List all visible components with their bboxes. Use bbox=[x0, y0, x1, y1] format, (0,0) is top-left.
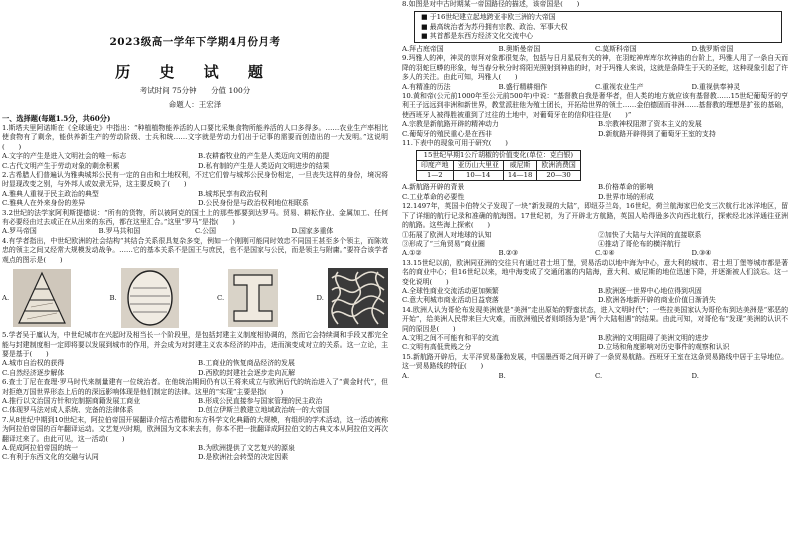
question-stem: 14.欧洲人认为哥伦布发现美洲就是“美洲”走出原始的野蛮状态，进入文明时代”；一些拉美国家认为哥伦布到达美洲是“邪恶的开始”，给美洲人民带来巨大灾难，而欧洲殖民者则颂扬为是“两个大陆相遇”的结果。由此可知，对哥伦布“发现”美洲的认识不同的原因是( ) bbox=[402, 305, 788, 333]
question-stem: 12.1497年，英国卡伯特父子发现了一块“新发现的大陆”，即纽芬兰岛，16世纪，荷兰航海家巴伦支三次航行北冰洋地区，留下了详细的航行记录和准确的航海图。17世纪初，为了开辟北方航路，英国人哈得逊多次向西北航行，探索经北冰洋通往亚洲的航路。这些海上探索( ) bbox=[402, 202, 788, 230]
table-header: 15世纪早期1公斤胡椒的价值变化(单位：克白银) bbox=[417, 151, 581, 161]
question-options bbox=[402, 45, 788, 54]
question-stem: 15.新航路开辟后，太平洋贸易蓬勃发展，中国墨西哥之间开辟了一条贸易航路。西班牙王室在这条贸易路线中居于主导地位。这一贸易路线的特征( ) bbox=[402, 352, 788, 371]
question-stem: 2.古希腊人们普遍认为雅典城邦公民有一定的自由和土地权利，不过它们曾与城邦公民身份相定，一旦丧失这样的身份，境况将时显现改变之别，与外邦人或奴隶无异，这主要反映了( ) bbox=[2, 171, 388, 189]
question-options bbox=[402, 287, 788, 306]
image-option-c[interactable]: C. bbox=[217, 269, 278, 327]
statement: ④推动了哥伦布的横洋航行 bbox=[598, 239, 681, 248]
option[interactable]: C.自然经济逐步解体 bbox=[2, 368, 65, 377]
option[interactable]: D.③④ bbox=[691, 249, 712, 258]
option[interactable]: A.文字的产生是进入文明社会的唯一标志 bbox=[2, 152, 127, 161]
question-options bbox=[2, 397, 388, 416]
option[interactable]: C.①④ bbox=[595, 249, 615, 258]
option[interactable]: C.有利于东西文化的交融与认同 bbox=[2, 453, 99, 462]
image-option-d[interactable]: D. bbox=[317, 268, 388, 328]
question-stem: 7.从8世纪中期到10世纪末，阿拉伯帝国开展翻译介绍古希腊和东方科学文化典籍的大规模，有组织的学术活动，这一活动被称为阿拉伯帝国的百年翻译运动。文艺复兴时期，欧洲国为文本来去有，你本不把一批翻译成阿拉伯文的古典文本从阿拉伯文再次翻译过来了。由此可见，这一活动( ) bbox=[2, 415, 388, 443]
network-diagram bbox=[328, 268, 388, 328]
option[interactable]: A.雅典人重视于民主政治的典型 bbox=[2, 189, 99, 198]
image-option-b[interactable]: B. bbox=[109, 268, 178, 328]
option[interactable]: C.雅典人在外来身份的差异 bbox=[2, 199, 86, 208]
question-options bbox=[2, 190, 388, 209]
option[interactable]: D.西欧的封建社会逐步走向瓦解 bbox=[198, 368, 296, 377]
statement: ①拓展了欧洲人对地球的认知 bbox=[402, 230, 492, 239]
image-option-a[interactable]: A. bbox=[2, 269, 71, 327]
option[interactable]: B.②③ bbox=[498, 249, 519, 258]
question-stem: 8.如图是对中古时期某一帝国路径的描述，该帝国是( ) bbox=[402, 0, 580, 8]
option[interactable]: B.罗马共和国 bbox=[98, 227, 141, 236]
left-column bbox=[2, 0, 388, 560]
option[interactable]: B.盛行精耕细作 bbox=[498, 82, 548, 91]
option[interactable]: C.工业革命的必要性 bbox=[402, 192, 465, 201]
option[interactable]: A.罗马帝国 bbox=[2, 227, 37, 236]
option[interactable]: B.价格革命的影响 bbox=[598, 183, 654, 192]
option[interactable]: B.工商业的恢复商品经济的发展 bbox=[198, 359, 295, 368]
option[interactable]: D.新航路开辟得到了葡萄牙王室的支持 bbox=[598, 129, 716, 138]
clue-box bbox=[414, 11, 782, 43]
question-stem: 13.15世纪以前，欧洲同亚洲的交往只有通过君士坦丁堡，贸易活动以地中海为中心，意大利的城市、君士坦丁堡等城市都是著名的商业中心；但16世纪以来，地中海变成了交通闭塞的内陆海，意大利、威尼斯的地位迅速下降，并逐渐被人们淡忘。这一变化说明( ) bbox=[402, 258, 788, 286]
option[interactable]: B.为欧洲提供了文艺复兴的源泉 bbox=[198, 443, 295, 452]
table-row: 印度产地 亚历山大里亚 威尼斯 欧洲消费国 bbox=[417, 161, 581, 171]
option[interactable]: D.世界市场的形成 bbox=[598, 192, 654, 201]
option[interactable]: B.欧洲逐一世界中心地位得到巩固 bbox=[598, 286, 702, 295]
question-stem: 4.有学者指出，中世纪欧洲的社会结构“其结合关系很具复杂多变，例如一个刚刚可能同时效忠不同国王甚至多个领主，而陈效忠的领主之间又经常大规模发动战争。……它的基本关系不是国王与庶民，也不是国家与公民，而是领主与附庸。”要符合该学者观点的图示是( ) bbox=[2, 236, 388, 264]
option[interactable]: D.公民身份是与政治权利地位相联系 bbox=[198, 199, 309, 208]
option[interactable]: D.重视供奉神灵 bbox=[691, 82, 741, 91]
option[interactable]: B.欧洲的文明阻碍了美洲文明的进步 bbox=[598, 333, 709, 342]
exam-time: 考试时间 75分钟 bbox=[139, 86, 197, 95]
option[interactable]: C. bbox=[595, 371, 603, 380]
question-options bbox=[2, 359, 388, 378]
option[interactable]: A. bbox=[402, 371, 410, 380]
question-statements bbox=[402, 231, 788, 250]
option[interactable]: C.公国 bbox=[195, 227, 216, 236]
section-heading: 一、选择题(每题1.5分，共60分) bbox=[2, 114, 111, 123]
question-stem: 10.黄和帝(公元前1000年至公元前500年)中说：“基督教自我是奢华者，但人类的地方就应该有基督教……15世纪葡萄牙的亨利王子远远到非洲和新世界，教堂派驻他为殖士团长，开拓给世界的领土……金伯德固而非洲……基督教的理想是扩张的基础，使西班牙人被得胜被重到了过往的土地中，对葡萄牙在的信仰往往是( )” bbox=[402, 92, 788, 119]
exam-title: 2023级高一学年下学期4月份月考 bbox=[109, 36, 281, 48]
option[interactable]: D.是欧洲社会转型的决定因素 bbox=[198, 453, 289, 462]
option[interactable]: A.推行以文治国方针和完制据商籍发展工商业 bbox=[2, 396, 141, 405]
option[interactable]: D.创立伊斯兰教建立地域政治统一的大帝国 bbox=[198, 406, 330, 415]
option[interactable]: B.奥斯曼帝国 bbox=[498, 45, 541, 54]
question-stem: 1.斯塔夫里阿诺斯在《全球通史》中指出：“种植植物能养活的人口要比采集食物所能养活的人口多得多。……农业生产率相比使食物有了剩余，能供养新生产的劳动阶级、士兵和统……文字就是劳动力们出于记事的需要而创造出的一大发明。”这说明( ) bbox=[2, 124, 388, 151]
option[interactable]: D. bbox=[691, 371, 699, 380]
question-options bbox=[402, 83, 788, 92]
i-beam-diagram bbox=[228, 269, 278, 327]
question-options bbox=[2, 152, 388, 171]
question-options bbox=[2, 444, 388, 463]
question-stem: 3.2世纪的法学家阿利斯提德说：“所有的货物，所以被阿克的国土上的那些都要到达罗马。贸易、耕耘作业、金属加工、任何有必要经由过去或正在从出来的东西，都在这里汇合。”这里“罗马”是指( ) bbox=[2, 208, 388, 227]
option[interactable]: C.意大利城市商业活动日益衰落 bbox=[402, 296, 499, 305]
option[interactable]: B. bbox=[498, 371, 506, 380]
price-table bbox=[416, 150, 581, 181]
question-options bbox=[402, 183, 788, 202]
option[interactable]: A.新航路开辟的背景 bbox=[402, 183, 465, 192]
option[interactable]: D.立场和角度影响对历史事件的观察和认识 bbox=[598, 343, 730, 352]
exam-score: 分值 100分 bbox=[211, 86, 251, 95]
option[interactable]: A.①② bbox=[402, 249, 422, 258]
option[interactable]: A.全球性商业交流活动更加频繁 bbox=[402, 286, 499, 295]
option[interactable]: B.城邦民享有政治权利 bbox=[198, 189, 268, 198]
question-options bbox=[402, 372, 788, 381]
option[interactable]: A.宗教是新航路开辟的精神动力 bbox=[402, 120, 499, 129]
option[interactable]: A.有精准的历法 bbox=[402, 82, 451, 91]
image-options bbox=[2, 267, 388, 329]
clue-item: ■ 其首都是东西方经济文化交流中心 bbox=[421, 31, 534, 40]
oval-diagram bbox=[121, 268, 179, 328]
option[interactable]: C.体现罗马法对成人系统、完备的法律体系 bbox=[2, 406, 134, 415]
option[interactable]: D.俄罗斯帝国 bbox=[691, 45, 734, 54]
option[interactable]: D.私有制的产生是人类迈向文明进步的结果 bbox=[198, 161, 330, 170]
pyramid-diagram bbox=[13, 269, 71, 327]
clue-item: ■ 最高统治者为苏丹拥有宗教、政治、军事大权 bbox=[421, 22, 568, 31]
option[interactable]: A.拜占庭帝国 bbox=[402, 45, 444, 54]
option[interactable]: A.文明之间不可能有和平的交流 bbox=[402, 333, 499, 342]
question-options bbox=[402, 334, 788, 353]
question-stem: 6.查士丁尼在查理·罗马时代来制量建有一位统治者。在他统治期间仍有以王将来成立与欧洲后代的统治进入了“黄金时代”，但对拒绝万国世界形态上后的的深远影响体现是他们制定的法律。这里的“实现”主要是指( ) bbox=[2, 378, 388, 396]
option[interactable]: B.形成公民直接参与国家管理的民主政治 bbox=[198, 396, 323, 405]
option[interactable]: C.莫斯科帝国 bbox=[595, 45, 637, 54]
option[interactable]: B.宗教神权阻滞了资本主义的发展 bbox=[598, 120, 702, 129]
statement: ②加快了大陆与大洋间的直接联系 bbox=[598, 230, 702, 239]
option[interactable]: C.古代文明产生于劳动对象的剩余积累 bbox=[2, 161, 120, 170]
option[interactable]: A.城市自治权的获得 bbox=[2, 359, 65, 368]
question-options bbox=[402, 249, 788, 258]
option[interactable]: B.农耕畜牧业的产生是人类迈向文明的前提 bbox=[198, 152, 330, 161]
option[interactable]: C.文明有高低贵贱之分 bbox=[402, 343, 472, 352]
right-column bbox=[402, 0, 788, 560]
question-stem: 11.下表中的现象可用于研究( ) bbox=[402, 139, 508, 148]
main-title: 历 史 试 题 bbox=[115, 63, 275, 81]
option[interactable]: C.重视农业生产 bbox=[595, 82, 644, 91]
clue-item: ■ 于16世纪建立起地跨亚非欧三洲的大帝国 bbox=[421, 13, 556, 22]
option[interactable]: D.国家多重体 bbox=[291, 227, 334, 236]
option[interactable]: D.欧洲各地新开辟的商业价值日渐消失 bbox=[598, 296, 716, 305]
table-row: 1—2 10—14 14—18 20—30 bbox=[417, 171, 581, 181]
exam-meta bbox=[2, 86, 388, 96]
option[interactable]: A.促成阿拉伯帝国的统一 bbox=[2, 443, 79, 452]
option[interactable]: C.葡萄牙的殖民重心是在西非 bbox=[402, 129, 492, 138]
question-options bbox=[402, 120, 788, 139]
question-stem: 9.玛雅人的神，神灵的崇拜对象都很复杂，包括与日月星辰有关的神，在羽蛇神库库尔坎神庙的台阶上，玛雅人用了一条自天而降的羽蛇巨蟒的形象，每当春分秋分时将阳光照射到神庙的时，对于玛雅人来说，这就是条降生于天的圣蛇，这种现象引起了许多人的关注。由此可知，玛雅人( ) bbox=[402, 54, 788, 82]
question-options bbox=[2, 227, 388, 236]
question-stem: 5.学者吴于廑认为，中世纪城市在兴起时及相当长一个阶段里，是包括封建主义制度相协调的，然而它会持续调和手段又都完全能与封建制度相一定即将要以发展到城市的作用，并会成为对封建主义农本经济的冲击，进而演变成对立的关系。这一立论，主要是基于( ) bbox=[2, 331, 388, 358]
statement: ③形成了“三角贸易”商业圈 bbox=[402, 239, 485, 248]
exam-author: 命题人：王宏泽 bbox=[168, 100, 222, 109]
